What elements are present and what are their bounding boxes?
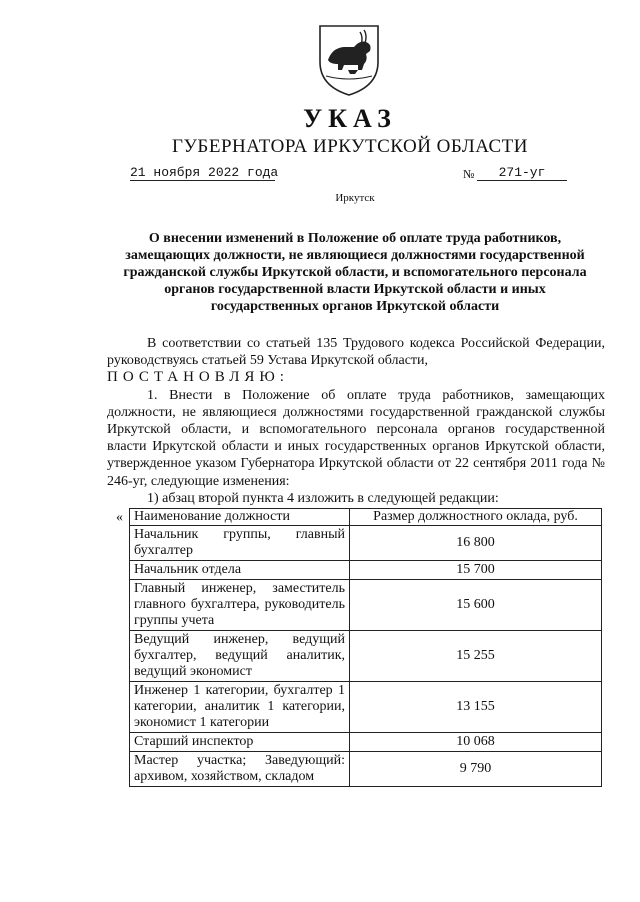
table-row: [130, 752, 602, 787]
subitem-1-paragraph: 1) абзац второй пункта 4 изложить в следующей редакции:: [147, 490, 499, 506]
salary-cell: 15 255: [350, 631, 602, 682]
document-heading: О внесении изменений в Положение об оплате труда работников, замещающих должности, не являющиеся должностями государственной гражданской службы Иркутской области, и вспомогательного персонала органов государственной власти Иркутской области и иных государственных органов Иркутской области: [123, 231, 587, 314]
salary-cell: 16 800: [350, 526, 602, 561]
position-cell: Старший инспектор: [130, 733, 350, 752]
position-cell: Ведущий инженер, ведущий бухгалтер, ведущий аналитик, ведущий экономист: [130, 631, 350, 682]
position-cell: Главный инженер, заместитель главного бухгалтера, руководитель группы учета: [130, 580, 350, 631]
table-row: [130, 631, 602, 682]
table-row: [130, 561, 602, 580]
number-label: №: [463, 167, 475, 181]
position-cell: Начальник отдела: [130, 561, 350, 580]
document-number: 271-уг: [477, 165, 567, 181]
salary-cell: 15 600: [350, 580, 602, 631]
coat-of-arms-emblem: [314, 20, 384, 98]
position-cell: Инженер 1 категории, бухгалтер 1 категории, аналитик 1 категории, экономист 1 категории: [130, 682, 350, 733]
document-date: 21 ноября 2022 года: [130, 165, 279, 180]
opening-quote: «: [116, 510, 123, 525]
position-cell: Мастер участка; Заведующий: архивом, хозяйством, складом: [130, 752, 350, 787]
document-title: УКАЗ: [303, 104, 397, 133]
column-header-position: Наименование должности: [130, 509, 350, 526]
salary-cell: 13 155: [350, 682, 602, 733]
document-issuer: ГУБЕРНАТОРА ИРКУТСКОЙ ОБЛАСТИ: [172, 136, 528, 157]
salary-cell: 9 790: [350, 752, 602, 787]
salary-table: [129, 508, 602, 787]
table-row: [130, 733, 602, 752]
item-1-paragraph: 1. Внести в Положение об оплате труда работников, замещающих должности, не являющиеся должностями государственной гражданской службы Иркутской области, и вспомогательного персонала органов государственной власти Иркутской области и иных государственных органов Иркутской области, утвержденное указом Губернатора Иркутской области от 22 сентября 2011 года № 246-уг, следующие изменения:: [107, 387, 605, 489]
salary-cell: 15 700: [350, 561, 602, 580]
decree-word: ПОСТАНОВЛЯЮ:: [107, 369, 289, 386]
column-header-salary: Размер должностного оклада, руб.: [350, 509, 602, 526]
table-row: [130, 580, 602, 631]
table-row: [130, 682, 602, 733]
table-row: [130, 526, 602, 561]
document-body: [107, 335, 605, 507]
preamble-paragraph: В соответствии со статьей 135 Трудового кодекса Российской Федерации, руководствуясь статьей 59 Устава Иркутской области,: [107, 336, 605, 369]
document-city: Иркутск: [335, 192, 375, 204]
table-header-row: [130, 509, 602, 526]
position-cell: Начальник группы, главный бухгалтер: [130, 526, 350, 561]
salary-cell: 10 068: [350, 733, 602, 752]
